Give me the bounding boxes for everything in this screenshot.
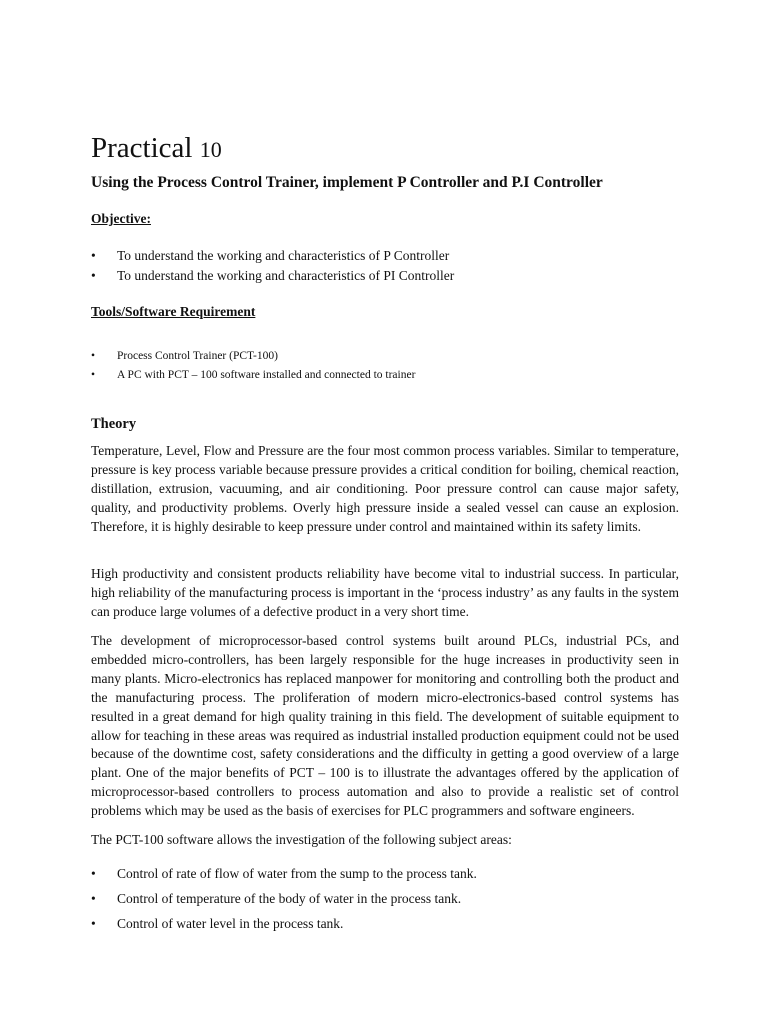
- theory-paragraph: Temperature, Level, Flow and Pressure are the four most common process variables. Similar to temperature, pressure is key process variable because pressure provides a critical condition for boiling, chemical reaction, distillation, extrusion, vacuuming, and air conditioning. Poor pressure control can cause major safety, quality, and productivity problems. Overly high pressure inside a sealed vessel can cause an explosion. Therefore, it is highly desirable to keep pressure under control and maintained within its safety limits.: [91, 443, 679, 534]
- subject-area-item: • Control of rate of flow of water from the sump to the process tank.: [91, 861, 477, 886]
- tools-item: • Process Control Trainer (PCT-100): [91, 347, 415, 366]
- objective-item: • To understand the working and characteristics of PI Controller: [91, 266, 454, 286]
- theory-paragraph: High productivity and consistent products reliability have become vital to industrial success. In particular, high reliability of the manufacturing process is important in the ‘process industry’ as any faults in the system can produce large volumes of a defective product in a very short time.: [91, 566, 679, 619]
- page-title: [91, 131, 222, 167]
- objective-item: • To understand the working and characteristics of P Controller: [91, 246, 454, 266]
- title-number: 10: [199, 137, 222, 162]
- tools-heading: Tools/Software Requirement: [91, 304, 256, 319]
- objective-list: [91, 246, 454, 286]
- title-word: Practical: [91, 132, 193, 164]
- subject-area-item: • Control of water level in the process tank.: [91, 911, 477, 936]
- subject-area-item: • Control of temperature of the body of water in the process tank.: [91, 886, 477, 911]
- tools-item: • A PC with PCT – 100 software installed and connected to trainer: [91, 366, 415, 385]
- theory-paragraph: The PCT-100 software allows the investigation of the following subject areas:: [91, 832, 512, 847]
- objective-heading: Objective:: [91, 211, 151, 226]
- theory-paragraph: The development of microprocessor-based control systems built around PLCs, industrial PCs, and embedded micro-controllers, has been largely responsible for the huge increases in productivity seen in many plants. Micro-electronics has replaced manpower for monitoring and controlling both the product and the manufacturing process. The proliferation of modern micro-electronics-based control systems has resulted in a great demand for high quality training in this field. The development of suitable equipment to allow for teaching in these areas was required as industrial installed production equipment could not be used because of the downtime cost, safety considerations and the difficulty in getting a good overview of a large plant. One of the major benefits of PCT – 100 is to illustrate the advantages offered by the application of microprocessor-based controllers to process automation and also to provide a realistic set of control problems which may be used as the basis of exercises for PLC programmers and software engineers.: [91, 633, 679, 819]
- tools-list: [91, 347, 415, 385]
- subject-areas-list: [91, 861, 477, 936]
- page-subtitle: Using the Process Control Trainer, implement P Controller and P.I Controller: [91, 174, 603, 191]
- theory-heading: Theory: [91, 416, 137, 432]
